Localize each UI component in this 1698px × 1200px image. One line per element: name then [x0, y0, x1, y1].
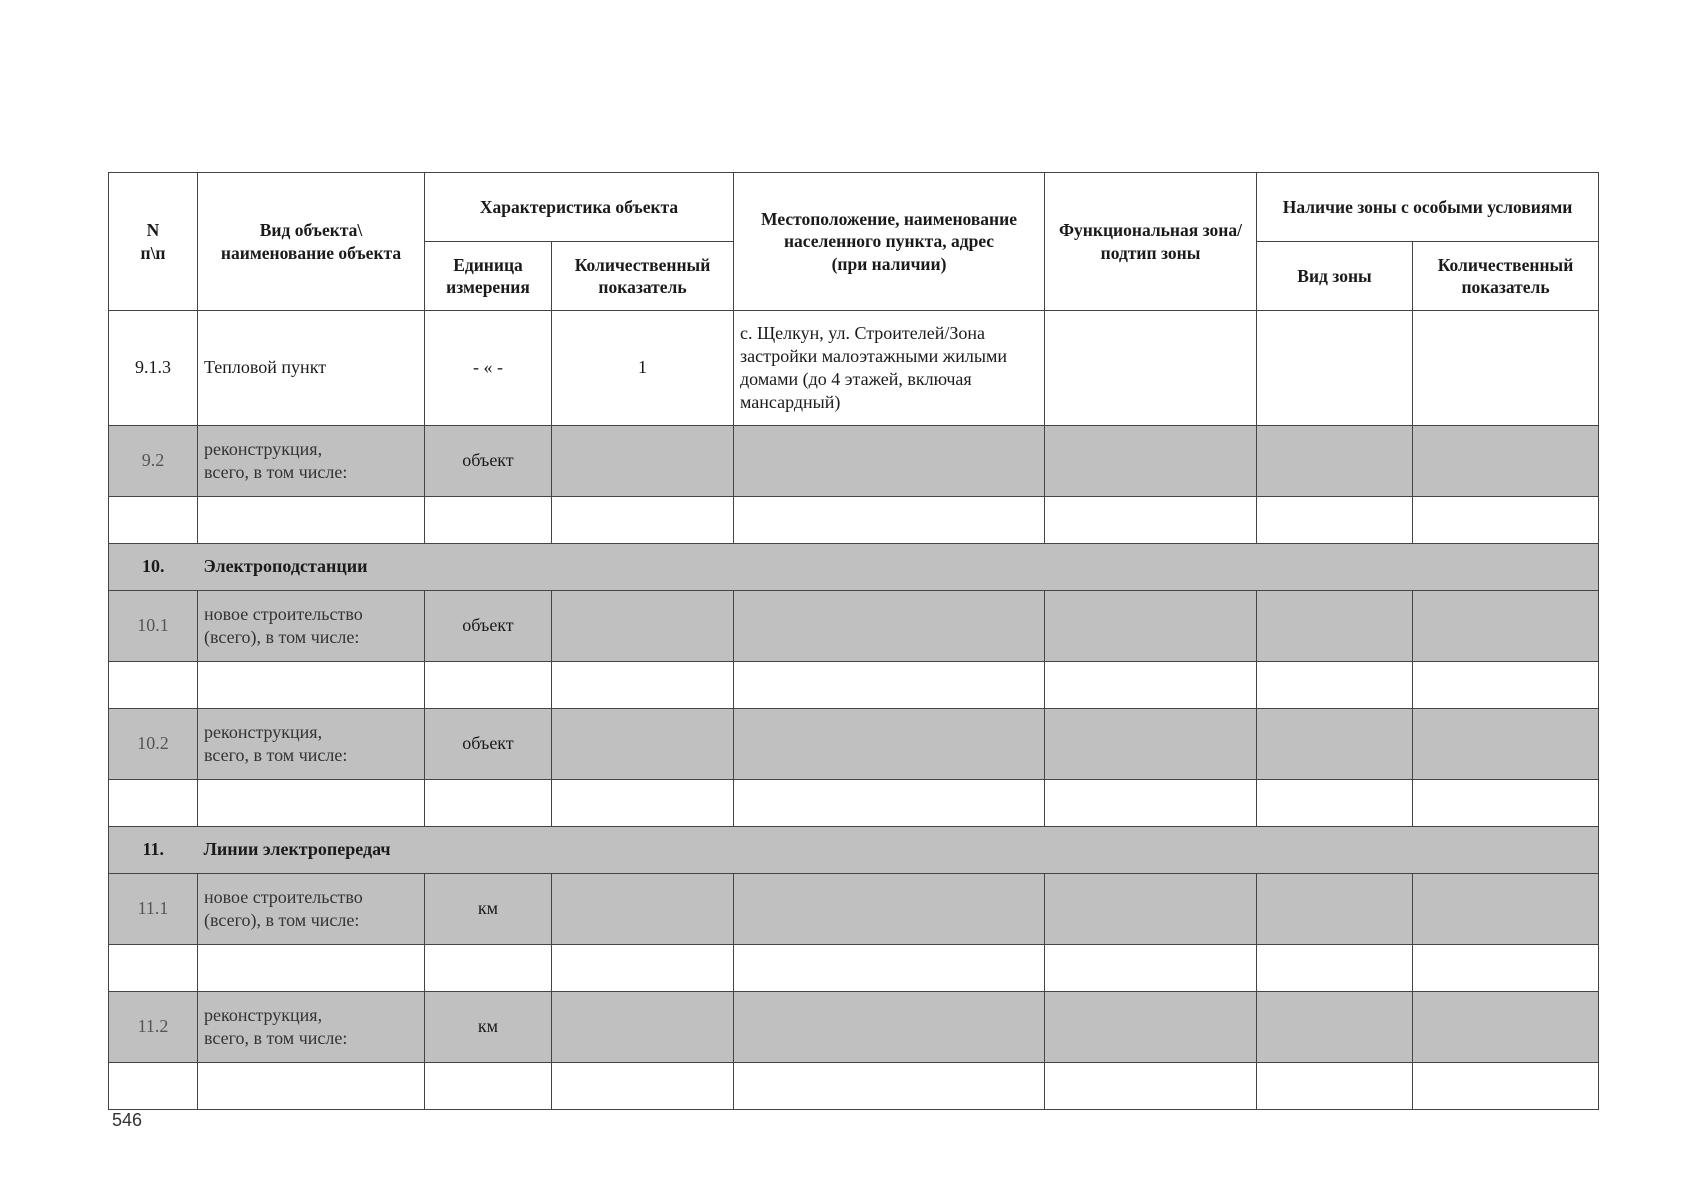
object-name: новое строительство (всего), в том числе:	[198, 874, 425, 945]
empty-cell	[734, 497, 1045, 544]
functional-zone-cell	[1045, 709, 1257, 780]
empty-cell	[1257, 497, 1413, 544]
quantity-cell	[552, 426, 734, 497]
header-zone-quantity: Количественный показатель	[1413, 242, 1599, 311]
empty-cell	[1413, 497, 1599, 544]
header-special-zone: Наличие зоны с особыми условиями	[1257, 173, 1599, 242]
table-body	[109, 311, 1599, 1110]
header-functional-zone: Функциональная зона/ подтип зоны	[1045, 173, 1257, 311]
header-object-type: Вид объекта\ наименование объекта	[198, 173, 425, 311]
header-zone-type: Вид зоны	[1257, 242, 1413, 311]
empty-cell	[552, 945, 734, 992]
empty-cell	[1257, 662, 1413, 709]
objects-table	[108, 172, 1599, 1110]
unit-cell: объект	[425, 709, 552, 780]
zone-quantity-cell	[1413, 311, 1599, 426]
location-cell	[734, 591, 1045, 662]
unit-cell: км	[425, 992, 552, 1063]
section-title: Электроподстанции	[198, 544, 1599, 591]
location-cell: с. Щелкун, ул. Строителей/Зона застройки малоэтажными жилыми домами (до 4 этажей, включая мансардный)	[734, 311, 1045, 426]
table-row	[109, 426, 1599, 497]
empty-cell	[198, 945, 425, 992]
row-number: 9.2	[109, 426, 198, 497]
table-row	[109, 992, 1599, 1063]
quantity-cell: 1	[552, 311, 734, 426]
functional-zone-cell	[1045, 591, 1257, 662]
zone-quantity-cell	[1413, 874, 1599, 945]
zone-type-cell	[1257, 426, 1413, 497]
empty-cell	[109, 497, 198, 544]
zone-quantity-cell	[1413, 992, 1599, 1063]
empty-cell	[425, 662, 552, 709]
zone-type-cell	[1257, 709, 1413, 780]
header-location: Местоположение, наименование населенного пункта, адрес (при наличии)	[734, 173, 1045, 311]
empty-cell	[734, 945, 1045, 992]
empty-cell	[1413, 1063, 1599, 1110]
object-name: реконструкция, всего, в том числе:	[198, 426, 425, 497]
section-title: Линии электропередач	[198, 827, 1599, 874]
object-name: Тепловой пункт	[198, 311, 425, 426]
quantity-cell	[552, 591, 734, 662]
row-number: 11.1	[109, 874, 198, 945]
empty-cell	[1045, 662, 1257, 709]
table-row	[109, 874, 1599, 945]
page-number: 546	[112, 1110, 143, 1130]
empty-cell	[109, 662, 198, 709]
zone-type-cell	[1257, 591, 1413, 662]
location-cell	[734, 874, 1045, 945]
empty-cell	[1413, 945, 1599, 992]
table-row	[109, 945, 1599, 992]
empty-cell	[1045, 1063, 1257, 1110]
empty-cell	[552, 662, 734, 709]
quantity-cell	[552, 709, 734, 780]
section-row	[109, 827, 1599, 874]
functional-zone-cell	[1045, 874, 1257, 945]
zone-quantity-cell	[1413, 426, 1599, 497]
table-row	[109, 1063, 1599, 1110]
table-row	[109, 497, 1599, 544]
row-number: 10.1	[109, 591, 198, 662]
object-name: новое строительство (всего), в том числе:	[198, 591, 425, 662]
empty-cell	[109, 945, 198, 992]
empty-cell	[198, 1063, 425, 1110]
unit-cell: км	[425, 874, 552, 945]
section-number: 10.	[109, 544, 198, 591]
empty-cell	[1045, 780, 1257, 827]
empty-cell	[1257, 945, 1413, 992]
empty-cell	[425, 780, 552, 827]
functional-zone-cell	[1045, 992, 1257, 1063]
empty-cell	[1045, 945, 1257, 992]
zone-type-cell	[1257, 874, 1413, 945]
location-cell	[734, 709, 1045, 780]
header-quantity: Количественный показатель	[552, 242, 734, 311]
object-name: реконструкция, всего, в том числе:	[198, 709, 425, 780]
unit-cell: объект	[425, 426, 552, 497]
row-number: 9.1.3	[109, 311, 198, 426]
empty-cell	[109, 1063, 198, 1110]
empty-cell	[1413, 780, 1599, 827]
zone-quantity-cell	[1413, 709, 1599, 780]
empty-cell	[198, 780, 425, 827]
empty-cell	[552, 780, 734, 827]
empty-cell	[734, 1063, 1045, 1110]
empty-cell	[1257, 1063, 1413, 1110]
quantity-cell	[552, 874, 734, 945]
empty-cell	[425, 945, 552, 992]
empty-cell	[1413, 662, 1599, 709]
header-row-1	[109, 173, 1599, 242]
empty-cell	[552, 497, 734, 544]
empty-cell	[1257, 780, 1413, 827]
empty-cell	[552, 1063, 734, 1110]
row-number: 11.2	[109, 992, 198, 1063]
location-cell	[734, 992, 1045, 1063]
section-row	[109, 544, 1599, 591]
unit-cell: - « -	[425, 311, 552, 426]
object-name: реконструкция, всего, в том числе:	[198, 992, 425, 1063]
empty-cell	[198, 662, 425, 709]
location-cell	[734, 426, 1045, 497]
row-number: 10.2	[109, 709, 198, 780]
empty-cell	[734, 780, 1045, 827]
table-row	[109, 709, 1599, 780]
table-row	[109, 591, 1599, 662]
zone-type-cell	[1257, 992, 1413, 1063]
header-unit: Единица измерения	[425, 242, 552, 311]
section-number: 11.	[109, 827, 198, 874]
functional-zone-cell	[1045, 426, 1257, 497]
quantity-cell	[552, 992, 734, 1063]
zone-type-cell	[1257, 311, 1413, 426]
table-row	[109, 662, 1599, 709]
header-characteristic: Характеристика объекта	[425, 173, 734, 242]
header-num: N п\п	[109, 173, 198, 311]
empty-cell	[198, 497, 425, 544]
empty-cell	[425, 497, 552, 544]
unit-cell: объект	[425, 591, 552, 662]
functional-zone-cell	[1045, 311, 1257, 426]
table-row	[109, 780, 1599, 827]
empty-cell	[1045, 497, 1257, 544]
empty-cell	[425, 1063, 552, 1110]
empty-cell	[734, 662, 1045, 709]
empty-cell	[109, 780, 198, 827]
zone-quantity-cell	[1413, 591, 1599, 662]
table-row	[109, 311, 1599, 426]
